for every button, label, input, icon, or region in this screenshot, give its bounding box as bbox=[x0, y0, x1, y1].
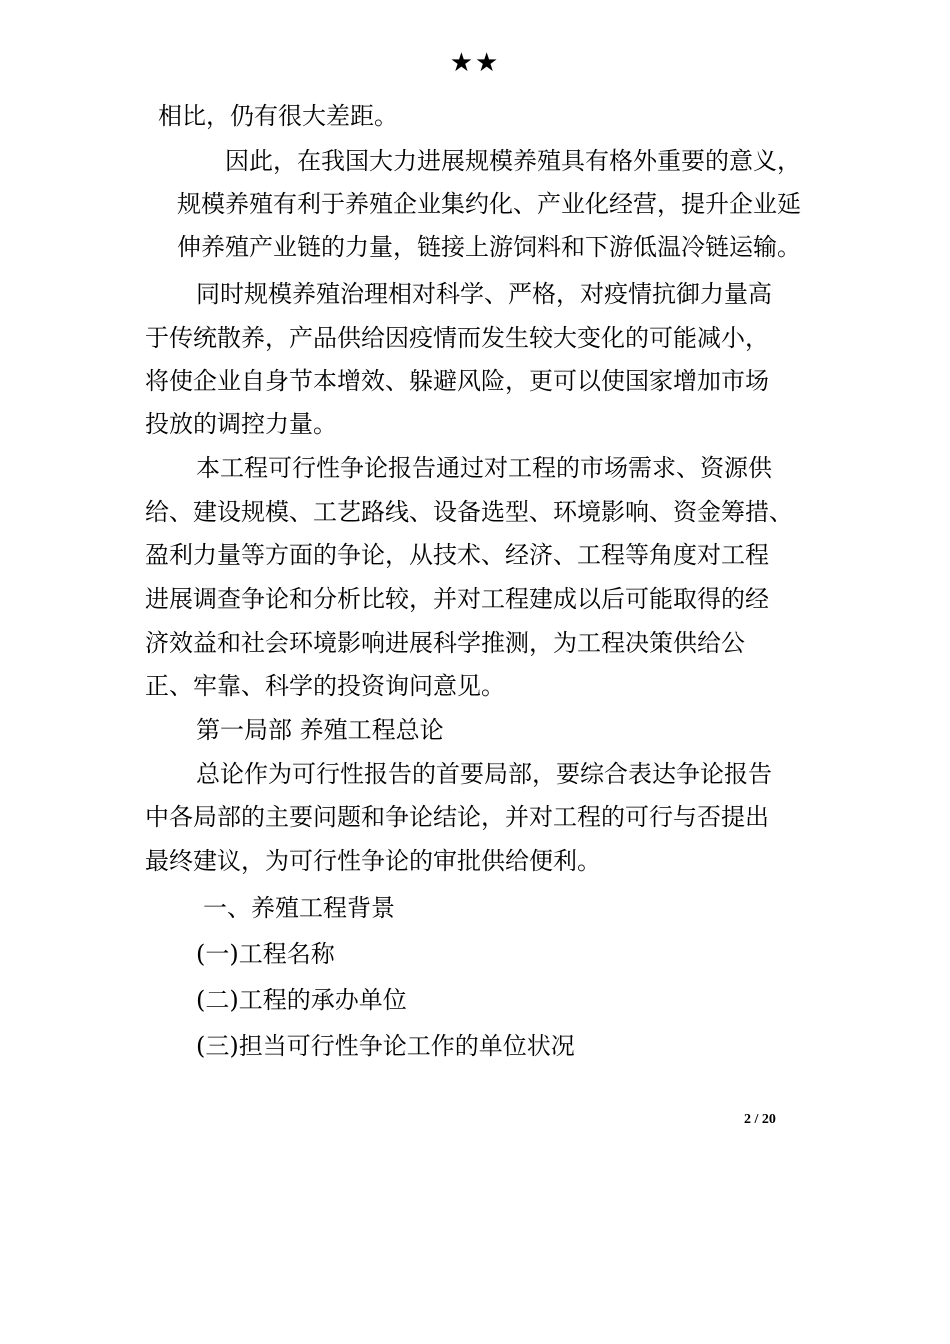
text-line: 中各局部的主要问题和争论结论，并对工程的可行与否提出 bbox=[145, 803, 769, 831]
list-item: (二)工程的承办单位 bbox=[196, 986, 407, 1014]
text-line: 投放的调控力量。 bbox=[145, 410, 337, 438]
list-item: (一)工程名称 bbox=[196, 940, 335, 968]
header-stars: ★★ bbox=[449, 48, 501, 78]
text-line: 正、牢靠、科学的投资询问意见。 bbox=[145, 672, 505, 700]
text-line: 相比，仍有很大差距。 bbox=[158, 102, 398, 130]
text-line: 盈利力量等方面的争论，从技术、经济、工程等角度对工程 bbox=[145, 541, 769, 569]
list-item: (三)担当可行性争论工作的单位状况 bbox=[196, 1032, 575, 1060]
text-line: 济效益和社会环境影响进展科学推测，为工程决策供给公 bbox=[145, 629, 745, 657]
text-line: 因此，在我国大力进展规模养殖具有格外重要的意义， bbox=[225, 147, 801, 175]
text-line: 伸养殖产业链的力量，链接上游饲料和下游低温冷链运输。 bbox=[177, 233, 801, 261]
section-heading: 第一局部 养殖工程总论 bbox=[196, 716, 444, 744]
text-line: 于传统散养，产品供给因疫情而发生较大变化的可能减小， bbox=[145, 324, 769, 352]
text-line: 规模养殖有利于养殖企业集约化、产业化经营，提升企业延 bbox=[177, 190, 801, 218]
text-line: 本工程可行性争论报告通过对工程的市场需求、资源供 bbox=[196, 454, 772, 482]
page-number: 2 / 20 bbox=[744, 1112, 776, 1127]
text-line: 总论作为可行性报告的首要局部，要综合表达争论报告 bbox=[196, 760, 772, 788]
text-line: 将使企业自身节本增效、躲避风险，更可以使国家增加市场 bbox=[145, 367, 769, 395]
subsection-heading: 一、养殖工程背景 bbox=[203, 894, 395, 922]
text-line: 同时规模养殖治理相对科学、严格，对疫情抗御力量高 bbox=[196, 280, 772, 308]
text-line: 最终建议，为可行性争论的审批供给便利。 bbox=[145, 847, 601, 875]
text-line: 进展调查争论和分析比较，并对工程建成以后可能取得的经 bbox=[145, 585, 769, 613]
text-line: 给、建设规模、工艺路线、设备选型、环境影响、资金筹措、 bbox=[145, 498, 793, 526]
